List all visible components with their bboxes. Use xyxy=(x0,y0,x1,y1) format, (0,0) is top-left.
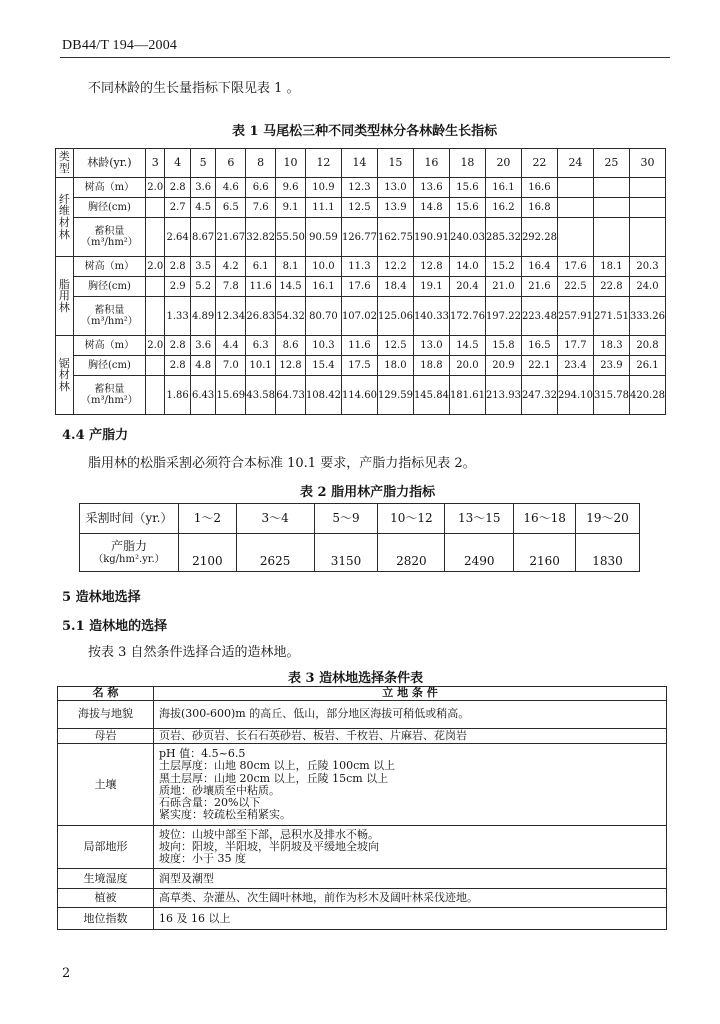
condition-name: 植被 xyxy=(58,889,154,908)
value-cell: 6.1 xyxy=(246,257,276,277)
age-cell: 18 xyxy=(449,149,485,178)
value-cell: 126.77 xyxy=(341,218,377,257)
indicator-name: 蓄积量 xyxy=(94,305,125,316)
section-4-4-heading: 4.4 产脂力 xyxy=(62,428,129,443)
value-cell: 22.1 xyxy=(521,356,557,376)
value-cell: 213.93 xyxy=(485,376,521,415)
condition-name: 土壤 xyxy=(58,744,154,826)
value-cell: 10.3 xyxy=(305,336,341,356)
age-cell: 24 xyxy=(557,149,593,178)
condition-line: 海拔(300-600)m 的高丘、低山，部分地区海拔可稍低或稍高。 xyxy=(159,707,470,721)
indicator-name: 胸径(cm) xyxy=(87,281,131,292)
value-cell: 5.2 xyxy=(190,277,216,297)
value-cell: 90.59 xyxy=(305,218,341,257)
table-row xyxy=(58,744,667,826)
value-cell: 4.2 xyxy=(216,257,246,277)
condition-line: 页岩、砂页岩、长石石英砂岩、板岩、千枚岩、片麻岩、花岗岩 xyxy=(159,729,467,742)
value-cell xyxy=(146,376,165,415)
section-5-heading: 5 造林地选择 xyxy=(62,590,141,605)
period-cell: 5～9 xyxy=(314,504,378,534)
condition-line: 高草类、杂灌丛、次生阔叶林地，前作为杉木及阔叶林采伐迹地。 xyxy=(159,891,478,905)
condition-cell xyxy=(154,869,667,889)
table-row xyxy=(58,869,667,889)
value-cell: 1.33 xyxy=(165,297,191,336)
age-cell: 14 xyxy=(341,149,377,178)
value-cell: 18.3 xyxy=(593,336,629,356)
indicator-name: 树高（m） xyxy=(84,182,135,193)
age-cell: 12 xyxy=(305,149,341,178)
section-4-4-text: 脂用林的松脂采割必须符合本标准 10.1 要求，产脂力指标见表 2。 xyxy=(88,456,476,471)
value-cell: 7.0 xyxy=(216,356,246,376)
value-cell: 294.10 xyxy=(557,376,593,415)
value-cell: 80.70 xyxy=(305,297,341,336)
condition-line: 紧实度：较疏松至稍紧实。 xyxy=(159,807,291,821)
value-cell: 129.59 xyxy=(377,376,413,415)
value-cell xyxy=(146,297,165,336)
value-cell: 11.6 xyxy=(246,277,276,297)
value-cell: 4.6 xyxy=(216,178,246,198)
table-header-row xyxy=(56,149,666,178)
value-cell: 271.51 xyxy=(593,297,629,336)
age-cell: 15 xyxy=(377,149,413,178)
value-cell: 8.67 xyxy=(190,218,216,257)
table-row xyxy=(56,277,666,297)
value-cell: 26.83 xyxy=(246,297,276,336)
yield-label xyxy=(80,534,179,572)
value-cell: 2.8 xyxy=(165,356,191,376)
value-cell: 2.64 xyxy=(165,218,191,257)
value-cell: 64.73 xyxy=(276,376,306,415)
table-row xyxy=(58,889,667,908)
value-cell: 8.1 xyxy=(276,257,306,277)
table1-caption: 表 1 马尾松三种不同类型林分各林龄生长指标 xyxy=(232,124,498,139)
value-cell: 172.76 xyxy=(449,297,485,336)
period-cell: 1～2 xyxy=(178,504,236,534)
age-cell: 16 xyxy=(413,149,449,178)
period-label: 采割时间（yr.） xyxy=(80,504,179,534)
value-cell: 107.02 xyxy=(341,297,377,336)
value-cell: 11.1 xyxy=(305,198,341,218)
value-cell: 24.0 xyxy=(629,277,665,297)
value-cell: 15.6 xyxy=(449,198,485,218)
value-cell: 11.3 xyxy=(341,257,377,277)
value-cell: 10.0 xyxy=(305,257,341,277)
value-cell: 240.03 xyxy=(449,218,485,257)
table-row xyxy=(58,826,667,869)
condition-line: 润型及潮型 xyxy=(159,871,214,885)
indicator-name: 树高（m） xyxy=(84,261,135,272)
value-cell: 3.6 xyxy=(190,336,216,356)
type-label: 脂用林 xyxy=(58,277,70,314)
value-cell: 23.4 xyxy=(557,356,593,376)
indicator-name: 树高（m） xyxy=(84,340,135,351)
value-cell: 15.69 xyxy=(216,376,246,415)
value-cell: 4.5 xyxy=(190,198,216,218)
indicator-label xyxy=(73,198,145,218)
type-header: 类型 xyxy=(56,149,74,178)
value-cell xyxy=(593,218,629,257)
condition-line: 土层厚度：山地 80cm 以上，丘陵 100cm 以上 xyxy=(159,759,396,773)
age-cell: 6 xyxy=(216,149,246,178)
indicator-unit: （m³/hm²） xyxy=(81,316,138,327)
value-cell: 16.8 xyxy=(521,198,557,218)
value-cell: 15.6 xyxy=(449,178,485,198)
value-cell: 190.91 xyxy=(413,218,449,257)
value-cell: 20.9 xyxy=(485,356,521,376)
value-cell: 16.6 xyxy=(521,178,557,198)
age-cell: 5 xyxy=(190,149,216,178)
value-cell: 4.89 xyxy=(190,297,216,336)
value-cell xyxy=(629,218,665,257)
value-cell: 32.82 xyxy=(246,218,276,257)
value-cell: 19.1 xyxy=(413,277,449,297)
value-cell: 11.6 xyxy=(341,336,377,356)
type-label: 纤维材林 xyxy=(58,192,70,241)
value-cell: 12.5 xyxy=(377,336,413,356)
value-cell: 12.34 xyxy=(216,297,246,336)
value-cell xyxy=(629,198,665,218)
value-cell: 54.32 xyxy=(276,297,306,336)
value-cell: 2.8 xyxy=(165,178,191,198)
value-cell: 20.3 xyxy=(629,257,665,277)
indicator-label xyxy=(73,356,145,376)
value-cell xyxy=(557,178,593,198)
value-cell: 22.8 xyxy=(593,277,629,297)
condition-cell xyxy=(154,908,667,930)
value-cell xyxy=(146,356,165,376)
condition-cell xyxy=(154,889,667,908)
yield-cell: 2100 xyxy=(178,534,236,572)
condition-header: 立 地 条 件 xyxy=(154,687,667,701)
type-label: 锯材林 xyxy=(58,356,70,393)
value-cell: 6.3 xyxy=(246,336,276,356)
value-cell: 13.9 xyxy=(377,198,413,218)
value-cell: 16.5 xyxy=(521,336,557,356)
value-cell: 14.0 xyxy=(449,257,485,277)
indicator-unit: （m³/hm²） xyxy=(81,237,138,248)
table-row xyxy=(80,534,640,572)
value-cell: 13.6 xyxy=(413,178,449,198)
indicator-label xyxy=(73,336,145,356)
indicator-label xyxy=(73,218,145,257)
value-cell xyxy=(629,178,665,198)
site-selection-table xyxy=(57,686,667,930)
condition-line: 坡度：小于 35 度 xyxy=(159,852,246,866)
value-cell: 162.75 xyxy=(377,218,413,257)
value-cell: 140.33 xyxy=(413,297,449,336)
value-cell: 17.6 xyxy=(341,277,377,297)
period-cell: 19～20 xyxy=(576,504,640,534)
condition-name: 母岩 xyxy=(58,729,154,744)
value-cell: 12.8 xyxy=(276,356,306,376)
age-cell: 25 xyxy=(593,149,629,178)
condition-line: 坡向：阳坡，半阳坡，半阴坡及平缓地全坡向 xyxy=(159,840,379,854)
yield-name: 产脂力 xyxy=(110,539,147,554)
value-cell: 6.43 xyxy=(190,376,216,415)
value-cell: 22.5 xyxy=(557,277,593,297)
value-cell: 257.91 xyxy=(557,297,593,336)
value-cell: 2.8 xyxy=(165,336,191,356)
value-cell xyxy=(146,198,165,218)
value-cell: 18.1 xyxy=(593,257,629,277)
value-cell: 20.0 xyxy=(449,356,485,376)
condition-line: 石砾含量：20%以下 xyxy=(159,795,261,809)
condition-name: 局部地形 xyxy=(58,826,154,869)
age-cell: 3 xyxy=(146,149,165,178)
condition-name: 生境湿度 xyxy=(58,869,154,889)
value-cell: 43.58 xyxy=(246,376,276,415)
value-cell: 3.5 xyxy=(190,257,216,277)
value-cell: 18.8 xyxy=(413,356,449,376)
value-cell: 223.48 xyxy=(521,297,557,336)
value-cell: 285.32 xyxy=(485,218,521,257)
table-row xyxy=(58,729,667,744)
table3-caption: 表 3 造林地选择条件表 xyxy=(288,671,424,686)
condition-line: 16 及 16 以上 xyxy=(159,911,231,925)
yield-cell: 1830 xyxy=(576,534,640,572)
value-cell: 16.4 xyxy=(521,257,557,277)
yield-unit: （kg/hm².yr.） xyxy=(93,553,165,565)
value-cell: 10.9 xyxy=(305,178,341,198)
period-cell: 3～4 xyxy=(236,504,314,534)
value-cell xyxy=(146,218,165,257)
value-cell: 8.6 xyxy=(276,336,306,356)
page-number: 2 xyxy=(62,966,71,981)
value-cell: 18.0 xyxy=(377,356,413,376)
indicator-label xyxy=(73,277,145,297)
table-row xyxy=(56,218,666,257)
value-cell: 17.5 xyxy=(341,356,377,376)
value-cell: 4.8 xyxy=(190,356,216,376)
value-cell: 2.0 xyxy=(146,336,165,356)
indicator-unit: （m³/hm²） xyxy=(81,395,138,406)
value-cell: 12.8 xyxy=(413,257,449,277)
value-cell: 20.8 xyxy=(629,336,665,356)
indicator-label xyxy=(73,257,145,277)
value-cell: 197.22 xyxy=(485,297,521,336)
value-cell: 15.8 xyxy=(485,336,521,356)
table-row xyxy=(56,198,666,218)
value-cell: 16.2 xyxy=(485,198,521,218)
value-cell: 108.42 xyxy=(305,376,341,415)
section-5-1-heading: 5.1 造林地的选择 xyxy=(62,619,168,634)
condition-name: 海拔与地貌 xyxy=(58,701,154,729)
age-cell: 20 xyxy=(485,149,521,178)
value-cell xyxy=(557,218,593,257)
value-cell: 13.0 xyxy=(413,336,449,356)
value-cell xyxy=(593,198,629,218)
value-cell: 17.6 xyxy=(557,257,593,277)
condition-name: 地位指数 xyxy=(58,908,154,930)
value-cell: 21.67 xyxy=(216,218,246,257)
value-cell: 6.5 xyxy=(216,198,246,218)
value-cell: 20.4 xyxy=(449,277,485,297)
yield-cell: 2160 xyxy=(514,534,576,572)
age-cell: 10 xyxy=(276,149,306,178)
type-cell xyxy=(56,178,74,257)
yield-cell: 2820 xyxy=(378,534,445,572)
value-cell: 114.60 xyxy=(341,376,377,415)
indicator-name: 胸径(cm) xyxy=(87,202,131,213)
table-row xyxy=(56,336,666,356)
value-cell: 2.8 xyxy=(165,257,191,277)
growth-table xyxy=(55,148,666,415)
type-cell xyxy=(56,336,74,415)
indicator-name: 胸径(cm) xyxy=(87,360,131,371)
value-cell: 181.61 xyxy=(449,376,485,415)
value-cell: 12.3 xyxy=(341,178,377,198)
value-cell: 3.6 xyxy=(190,178,216,198)
type-cell xyxy=(56,257,74,336)
value-cell: 14.5 xyxy=(276,277,306,297)
value-cell: 247.32 xyxy=(521,376,557,415)
age-cell: 22 xyxy=(521,149,557,178)
age-cell: 4 xyxy=(165,149,191,178)
condition-line: 黑土层厚：山地 20cm 以上，丘陵 15cm 以上 xyxy=(159,771,389,785)
value-cell: 26.1 xyxy=(629,356,665,376)
value-cell: 12.5 xyxy=(341,198,377,218)
table-row xyxy=(56,297,666,336)
period-cell: 16～18 xyxy=(514,504,576,534)
condition-line: pH 值：4.5~6.5 xyxy=(159,747,246,761)
table2-caption: 表 2 脂用林产脂力指标 xyxy=(300,485,436,500)
value-cell: 10.1 xyxy=(246,356,276,376)
indicator-name: 蓄积量 xyxy=(94,384,125,395)
name-header: 名 称 xyxy=(58,687,154,701)
indicator-name: 蓄积量 xyxy=(94,226,125,237)
value-cell: 55.50 xyxy=(276,218,306,257)
age-cell: 8 xyxy=(246,149,276,178)
yield-cell: 3150 xyxy=(314,534,378,572)
value-cell xyxy=(593,178,629,198)
value-cell xyxy=(146,277,165,297)
table-row xyxy=(56,356,666,376)
value-cell: 21.0 xyxy=(485,277,521,297)
value-cell: 1.86 xyxy=(165,376,191,415)
resin-yield-table xyxy=(79,503,640,572)
value-cell: 2.7 xyxy=(165,198,191,218)
value-cell: 2.0 xyxy=(146,178,165,198)
age-header: 林龄(yr.) xyxy=(73,149,145,178)
indicator-label xyxy=(73,178,145,198)
table-row xyxy=(58,908,667,930)
yield-cell: 2490 xyxy=(445,534,514,572)
value-cell: 12.2 xyxy=(377,257,413,277)
table-row xyxy=(80,504,640,534)
table-row xyxy=(58,701,667,729)
yield-cell: 2625 xyxy=(236,534,314,572)
condition-cell xyxy=(154,744,667,826)
condition-line: 坡位：山坡中部至下部，忌积水及排水不畅。 xyxy=(159,827,379,841)
value-cell: 292.28 xyxy=(521,218,557,257)
table-row xyxy=(56,178,666,198)
value-cell: 15.4 xyxy=(305,356,341,376)
intro-text: 不同林龄的生长量指标下限见表 1 。 xyxy=(88,81,300,96)
value-cell: 14.5 xyxy=(449,336,485,356)
table-row xyxy=(56,257,666,277)
value-cell: 13.0 xyxy=(377,178,413,198)
condition-cell xyxy=(154,826,667,869)
value-cell: 14.8 xyxy=(413,198,449,218)
value-cell: 2.9 xyxy=(165,277,191,297)
age-cell: 30 xyxy=(629,149,665,178)
indicator-label xyxy=(73,376,145,415)
value-cell: 6.6 xyxy=(246,178,276,198)
value-cell: 9.6 xyxy=(276,178,306,198)
value-cell: 420.28 xyxy=(629,376,665,415)
value-cell: 18.4 xyxy=(377,277,413,297)
value-cell: 4.4 xyxy=(216,336,246,356)
header-rule xyxy=(60,57,670,58)
condition-cell xyxy=(154,729,667,744)
value-cell: 15.2 xyxy=(485,257,521,277)
value-cell: 17.7 xyxy=(557,336,593,356)
value-cell: 16.1 xyxy=(485,178,521,198)
document-code: DB44/T 194—2004 xyxy=(62,38,178,53)
table-header-row xyxy=(58,687,667,701)
value-cell: 23.9 xyxy=(593,356,629,376)
value-cell: 333.26 xyxy=(629,297,665,336)
value-cell: 125.06 xyxy=(377,297,413,336)
value-cell: 9.1 xyxy=(276,198,306,218)
condition-line: 质地：砂壤质至中粘质。 xyxy=(159,783,280,797)
value-cell: 16.1 xyxy=(305,277,341,297)
value-cell: 7.6 xyxy=(246,198,276,218)
condition-cell xyxy=(154,701,667,729)
period-cell: 13～15 xyxy=(445,504,514,534)
period-cell: 10～12 xyxy=(378,504,445,534)
value-cell: 2.0 xyxy=(146,257,165,277)
indicator-label xyxy=(73,297,145,336)
value-cell: 315.78 xyxy=(593,376,629,415)
value-cell: 145.84 xyxy=(413,376,449,415)
value-cell: 21.6 xyxy=(521,277,557,297)
table-row xyxy=(56,376,666,415)
section-5-1-text: 按表 3 自然条件选择合适的造林地。 xyxy=(88,645,300,660)
value-cell: 7.8 xyxy=(216,277,246,297)
value-cell xyxy=(557,198,593,218)
